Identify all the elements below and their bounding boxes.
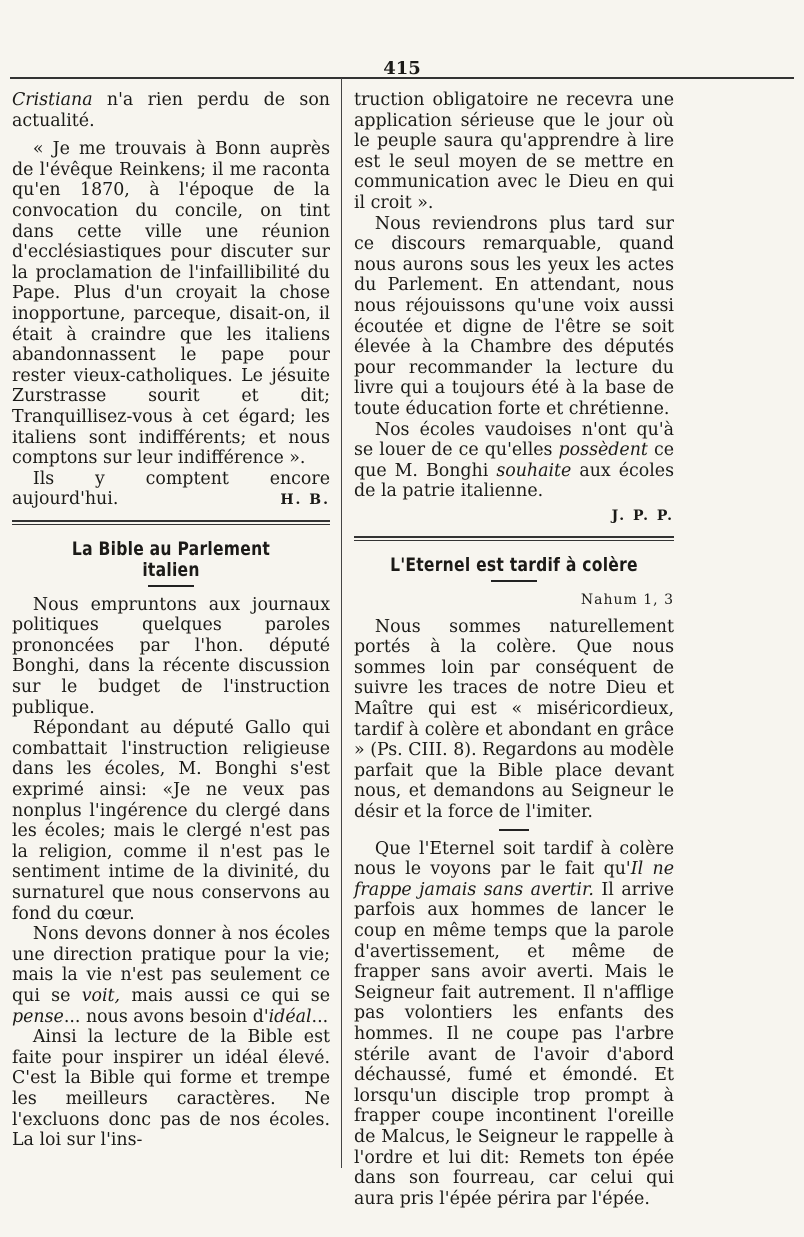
text-span: ... nous avons besoin d' [63, 1006, 269, 1027]
page-number: 415 [383, 58, 421, 79]
section-rule [354, 536, 674, 541]
section-rule [12, 520, 330, 525]
column-divider [341, 78, 342, 1168]
intro-paragraph [12, 90, 330, 131]
header-rule [10, 77, 794, 79]
text-span: ... [311, 1006, 329, 1027]
text-span: Que l'Eternel soit tardif à colère nous le voyons par le fait qu' [354, 838, 674, 880]
signature-jpp: J. P. P. [611, 507, 674, 524]
right-paragraph-2: Nous reviendrons plus tard sur ce discours remarquable, quand nous aurons sous les yeux les actes du Parlement. En attendant, nous nous réjouissons qu'une voix aussi écoutée et digne de l'être se soit élevée à la Chambre des députés pour recommander la lecture du livre qui a toujours été à la base de toute éducation forte et chrétienne. [354, 213, 674, 419]
text-span: aux écoles de la patrie italienne. [354, 460, 675, 502]
bible-paragraph-2: Répondant au député Gallo qui combattait l'instruction religieuse dans les écoles, M. Bonghi s'est exprimé ainsi: «Je ne veux pas nonplus l'ingérence du clergé dans les écoles; mais le clergé n'est pas la religion, comme il n'est pas le sentiment intime de la divinité, du surnaturel que nous conservons au fond du cœur. [12, 718, 330, 924]
italic-ideal: idéal [268, 1006, 312, 1027]
bible-paragraph-3 [12, 924, 330, 1027]
eternel-paragraph-1: Nous sommes naturellement portés à la colère. Que nous sommes loin par conséquent de suivre les traces de notre Dieu et Maître qui est « miséricordieux, tardif à colère et abondant en grâce » (Ps. CIII. 8). Regardons au modèle parfait que la Bible place devant nous, et demandons au Seigneur le désir et la force de l'imiter. [354, 616, 674, 822]
text-span: mais aussi ce qui se [120, 985, 331, 1006]
right-paragraph-3 [354, 420, 674, 502]
left-column [12, 90, 330, 1151]
italic-souhaite: souhaite [496, 460, 572, 481]
quote-paragraph: « Je me trouvais à Bonn auprès de l'évêque Reinkens; il me raconta qu'en 1870, à l'époque de la convocation du concile, on tint dans cette ville une réunion d'ecclésiastiques pour discuter sur la proclamation de l'infaillibilité du Pape. Plus d'un croyait la chose inopportune, parceque, disait-on, il était à craindre que les italiens abandonnassent le pape pour rester vieux-catholiques. Le jésuite Zurstrasse sourit et dit; Tranquillisez-vous à cet égard; les italiens sont indifférents; et nous comptons sur leur indifférence ». [12, 139, 330, 469]
bible-paragraph-4: Ainsi la lecture de la Bible est faite pour inspirer un idéal élevé. C'est la Bible qui forme et trempe les meilleurs caractères. Ne l'excluons donc pas de nos écoles. La loi sur l'ins- [12, 1027, 330, 1151]
eternel-paragraph-2 [354, 839, 674, 1210]
text-span: Il arrive parfois aux hommes de lancer le coup en même temps que la parole d'avertissement, et même de frapper sans avoir averti. Mais le Seigneur fait autrement. Il n'afflige pas volontiers les enfants des hommes. Il ne coupe pas l'arbre stérile avant de l'avoir d'abord déchaussé, fumé et émondé. Et lorsqu'un disciple trop prompt à frapper coupe incontinent l'oreille de Malcus, le Seigneur le rappelle à l'ordre et lui dit: Remets ton épée dans son fourreau, car celui qui aura pris l'épée périra par l'épée. [354, 879, 674, 1209]
text-span: Nos écoles vaudoises n'ont qu'à se louer de ce qu'elles [354, 419, 674, 461]
bible-paragraph-1: Nous empruntons aux journaux politiques quelques paroles prononcées par l'hon. député Bonghi, dans la récente discussion sur le budget de l'instruction publique. [12, 594, 330, 718]
italic-pense: pense [12, 1006, 64, 1027]
italic-possedent: possèdent [558, 440, 648, 461]
paragraph-separator [499, 829, 529, 831]
text-span: ce que M. Bonghi [354, 440, 674, 481]
title-underline [491, 580, 537, 582]
signature-hb: H. B. [280, 491, 330, 508]
title-underline [148, 585, 194, 587]
closing-paragraph: Ils y comptent encore aujourd'hui. [12, 468, 330, 510]
article-title-eternel: L'Eternel est tardif à colère [390, 554, 638, 577]
intro-italic: Cristiana [12, 90, 93, 110]
article-title-bible: La Bible au Parlement italien [71, 538, 271, 582]
italic-voit: voit, [81, 985, 121, 1006]
text-span: Nons devons donner à nos écoles une direction pratique pour la vie; mais la vie n'est pas seulement ce qui se [12, 924, 330, 1006]
continued-paragraph: truction obligatoire ne recevra une application sérieuse que le jour où le peuple saura qu'apprendre à lire est le seul moyen de se mettre en communication avec le Dieu en qui il croit ». [354, 90, 674, 213]
italic-avertir: Il ne frappe jamais sans avertir. [354, 859, 674, 900]
right-column [354, 90, 674, 1209]
scripture-reference: Nahum 1, 3 [580, 592, 674, 609]
intro-text: n'a rien perdu de son actualité. [12, 90, 330, 131]
